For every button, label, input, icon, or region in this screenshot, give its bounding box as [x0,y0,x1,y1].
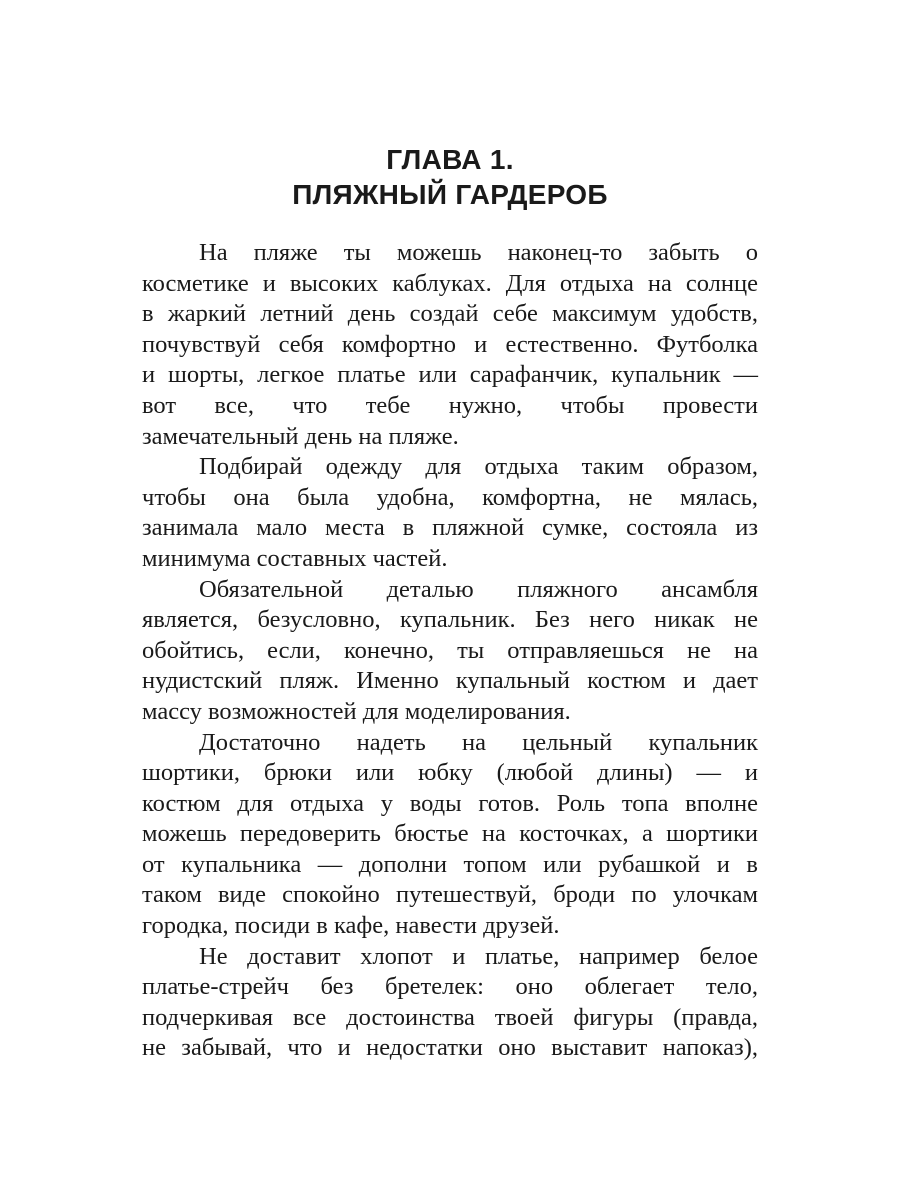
text-line: занимала мало места в пляжной сумке, состояла из [142,514,758,542]
text-line: Обязательной деталью пляжного ансамбля [199,575,758,603]
text-line: массу возможностей для моделирования. [142,697,571,725]
text-line: обойтись, если, конечно, ты отправляешься не на [142,636,758,664]
text-line: чтобы она была удобна, комфортна, не мялась, [142,483,758,511]
text-line: вот все, что тебе нужно, чтобы провести [142,391,758,419]
chapter-heading [140,142,760,212]
text-line: нудистский пляж. Именно купальный костюм и дает [142,667,758,695]
text-line: городка, посиди в кафе, навести друзей. [142,912,560,940]
text-line: таком виде спокойно путешествуй, броди по улочкам [142,881,758,909]
text-line: можешь передоверить бюстье на косточках, а шортики [142,820,758,848]
text-line: На пляже ты можешь наконец-то забыть о [199,239,758,266]
text-line: косметике и высоких каблуках. Для отдыха на солнце [142,269,758,297]
text-line: и шорты, легкое платье или сарафанчик, купальник — [142,361,758,389]
paragraph [142,728,758,942]
text-line: почувствуй себя комфортно и естественно. Футболка [142,330,758,358]
text-line: минимума составных частей. [142,544,448,572]
paragraph [142,452,758,574]
paragraph [142,575,758,728]
text-line: замечательный день на пляже. [142,422,459,450]
chapter-title: ПЛЯЖНЫЙ ГАРДЕРОБ [292,179,608,210]
text-line: Подбирай одежду для отдыха таким образом, [199,453,758,481]
text-line: Достаточно надеть на цельный купальник [199,728,758,756]
text-line: не забывай, что и недостатки оно выставит напоказ), [142,1034,758,1062]
text-line: является, безусловно, купальник. Без него никак не [142,606,758,634]
text-line: платье-стрейч без бретелек: оно облегает тело, [142,973,758,1001]
text-line: Не доставит хлопот и платье, например белое [199,942,758,970]
chapter-number: ГЛАВА 1. [386,144,514,175]
paragraph [142,238,758,452]
text-line: подчеркивая все достоинства твоей фигуры (правда, [142,1003,758,1031]
text-line: в жаркий летний день создай себе максимум удобств, [142,300,758,328]
text-line: костюм для отдыха у воды готов. Роль топа вполне [142,789,758,817]
text-line: от купальника — дополни топом или рубашкой и в [142,850,758,878]
chapter-body [142,238,758,1064]
paragraph [142,942,758,1064]
text-line: шортики, брюки или юбку (любой длины) — и [142,759,758,787]
